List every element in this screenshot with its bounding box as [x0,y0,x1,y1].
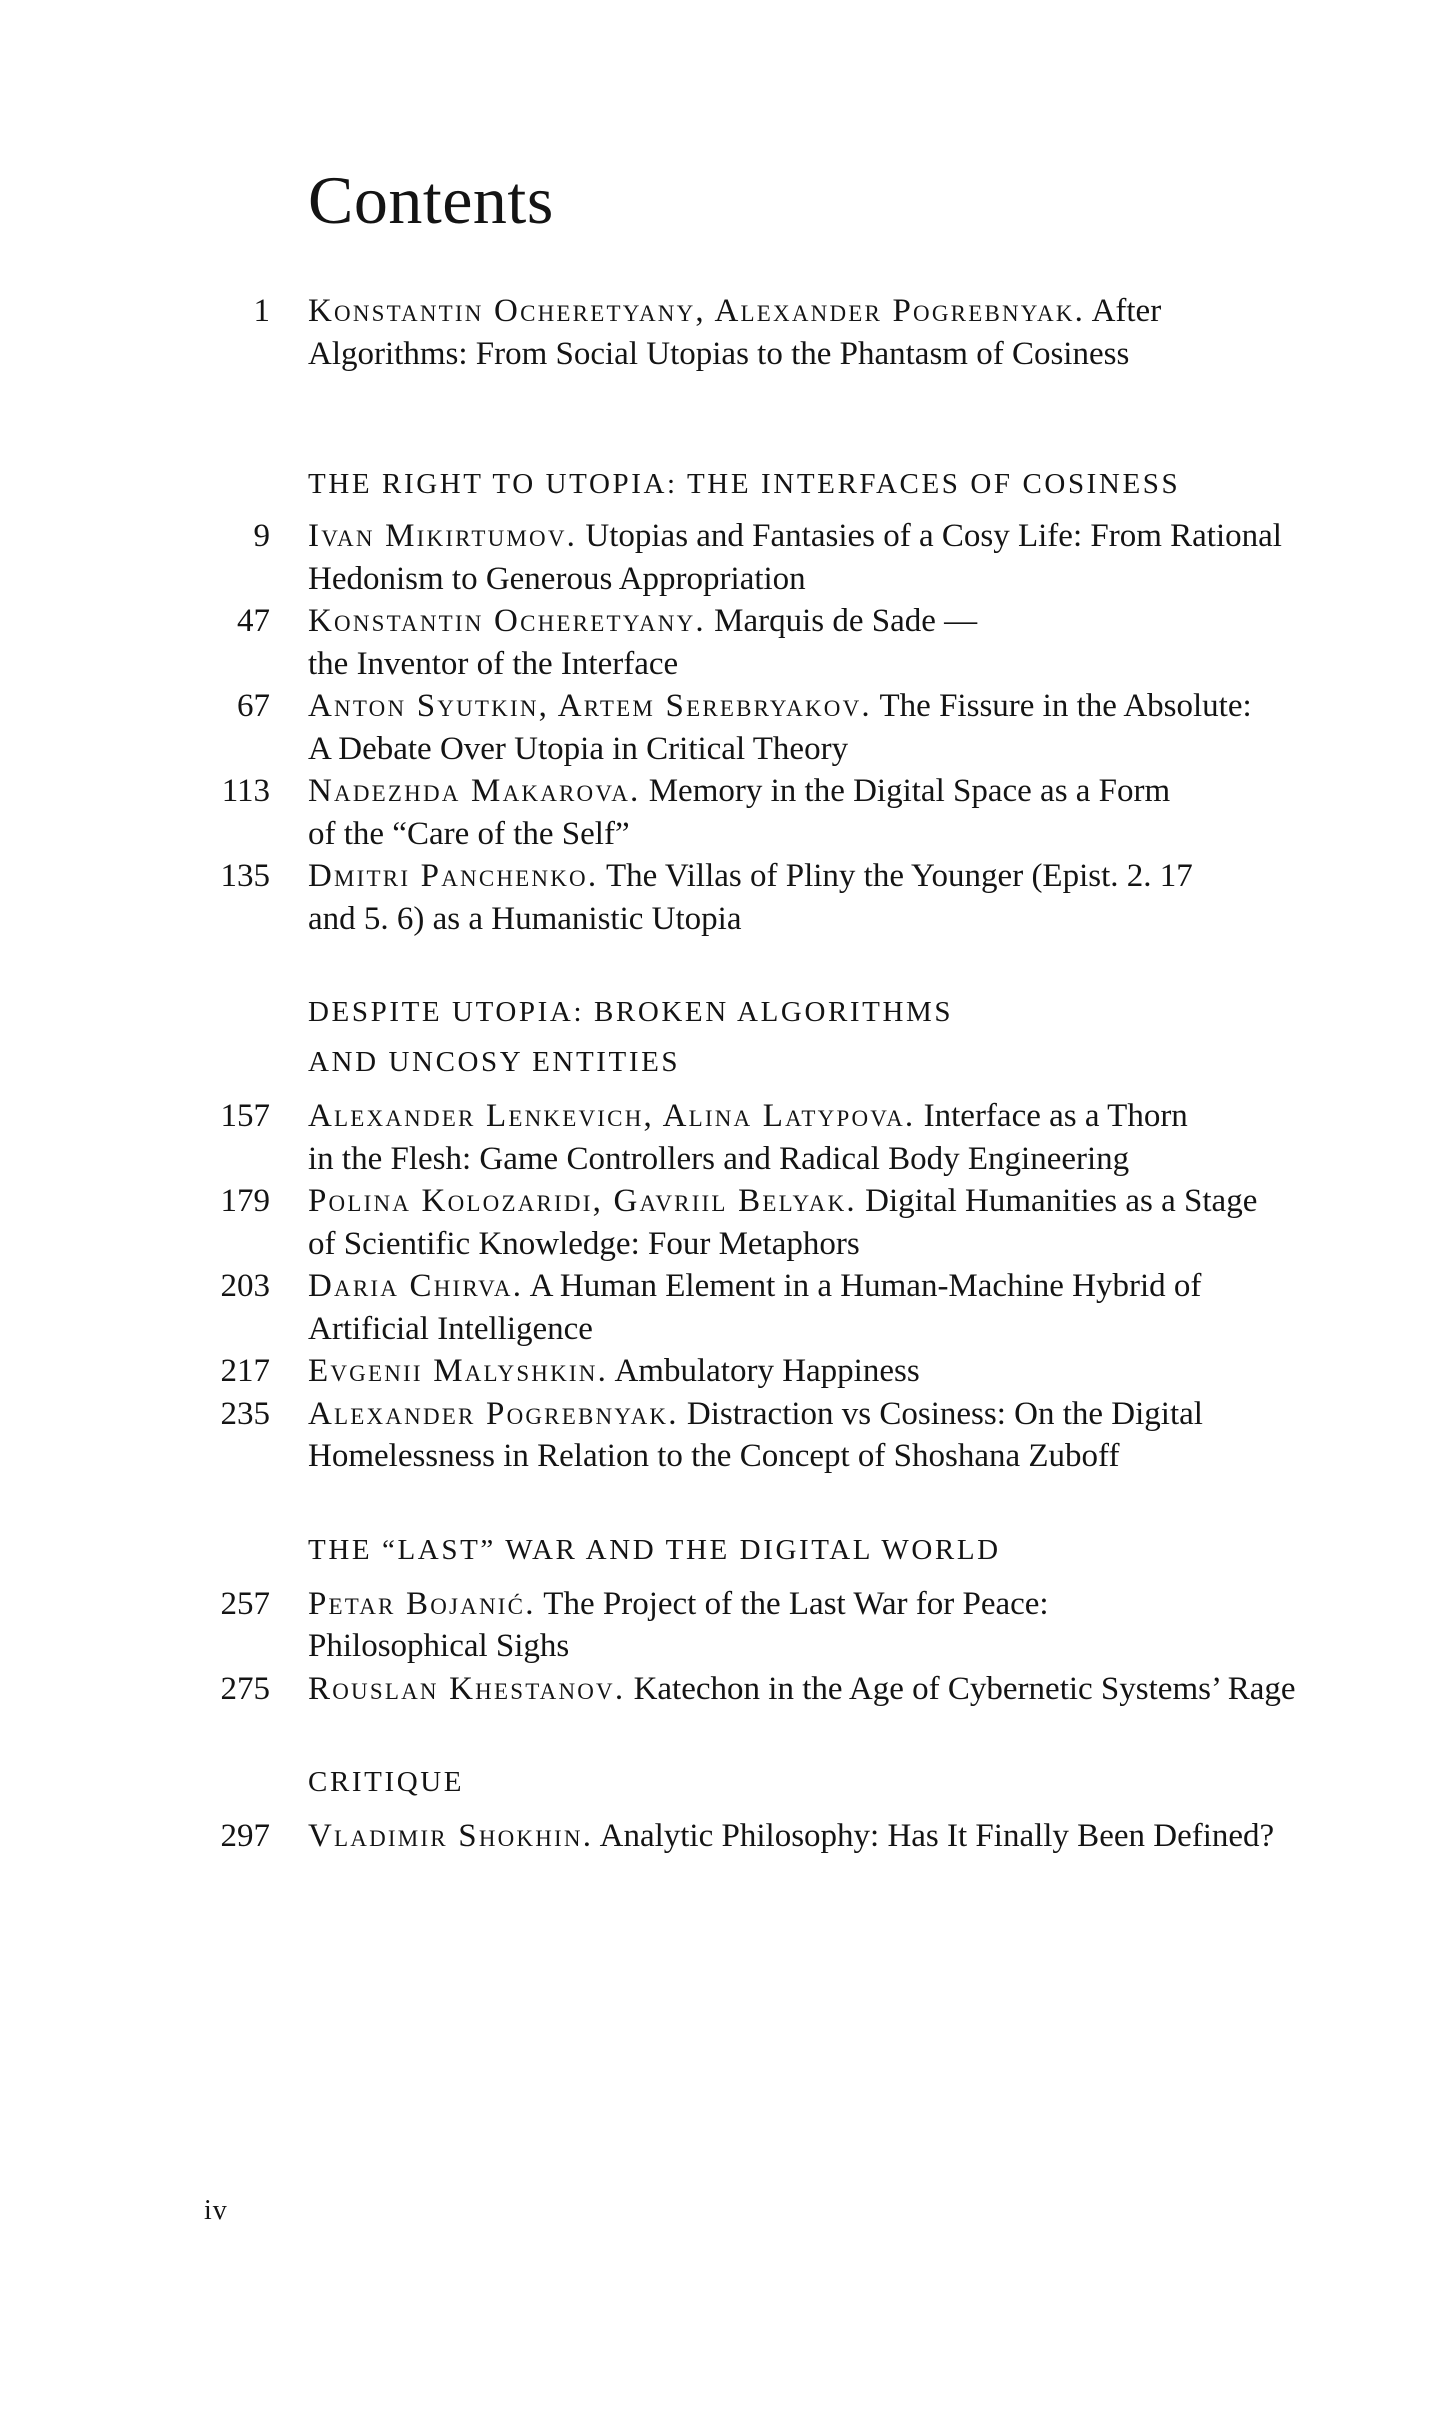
entry-page-number: 1 [253,293,270,329]
entry-page-number: 203 [220,1268,270,1304]
entry-title-line-1: After [1085,293,1162,329]
toc-entry [0,1583,1445,1668]
section-heading-line-2: AND UNCOSY ENTITIES [308,1046,681,1078]
toc-entry [0,600,1445,685]
entry-title-line-2: in the Flesh: Game Controllers and Radical Body Engineering [308,1140,1130,1177]
entry-page-number: 47 [237,603,270,639]
entry-authors: Polina Kolozaridi, Gavriil Belyak. [308,1183,857,1219]
toc-entry [0,1393,1445,1478]
entry-authors: Konstantin Ocheretyany, Alexander Pogrebnyak. [308,293,1086,329]
toc-entry [0,685,1445,770]
toc-entry [0,1350,1445,1393]
entry-title-line-1: Interface as a Thorn [915,1098,1188,1134]
entry-page-number: 113 [221,773,270,809]
entry-page-number: 135 [220,858,270,894]
entry-authors: Ivan Mikirtumov. [308,518,578,554]
entry-authors: Vladimir Shokhin. [308,1818,594,1854]
section-heading [0,459,1445,509]
entry-authors: Alexander Lenkevich, Alina Latypova. [308,1098,916,1134]
entry-title-line-1: Ambulatory Happiness [608,1353,920,1389]
page-folio: iv [204,2195,228,2226]
entry-page-number: 257 [220,1585,270,1622]
toc-entry [0,1180,1445,1265]
entry-title-line-1: Distraction vs Cosiness: On the Digital [678,1395,1203,1432]
toc-entry [0,1095,1445,1180]
entry-title-line-1: Memory in the Digital Space as a Form [640,773,1171,809]
entry-authors: Dmitri Panchenko. [308,858,599,894]
entry-page-number: 9 [253,518,270,554]
entry-title-line-2: Hedonism to Generous Appropriation [308,560,806,597]
entry-title-line-2: Homelessness in Relation to the Concept of Shoshana Zuboff [308,1438,1120,1474]
entry-authors: Daria Chirva. [308,1268,524,1304]
entry-page-number: 179 [220,1183,270,1219]
entry-title-line-2: Algorithms: From Social Utopias to the Phantasm of Cosiness [308,335,1130,372]
toc-entry [0,1668,1445,1711]
entry-authors: Evgenii Malyshkin. [308,1353,609,1389]
entry-title-line-2: of the “Care of the Self” [308,815,630,852]
toc-entry [0,515,1445,600]
entry-title-line-2: Artificial Intelligence [308,1310,593,1347]
entry-title-line-1: The Fissure in the Absolute: [871,688,1252,724]
section-heading [0,1757,1445,1807]
entry-page-number: 157 [220,1098,270,1134]
entry-title-line-1: The Villas of Pliny the Younger (Epist. 2. 17 [598,858,1193,894]
entry-page-number: 235 [220,1395,270,1432]
section-heading [0,1525,1445,1575]
toc-entry [0,855,1445,940]
entry-title-line-1: Marquis de Sade — [705,603,978,639]
entry-page-number: 217 [220,1353,270,1389]
toc-entry [0,1815,1445,1858]
entry-title-line-1: Digital Humanities as a Stage [856,1183,1258,1219]
entry-title-line-2: of Scientific Knowledge: Four Metaphors [308,1225,860,1262]
entry-page-number: 67 [237,688,270,724]
entry-title-line-1: The Project of the Last War for Peace: [535,1585,1049,1622]
entry-title-line-1: Utopias and Fantasies of a Cosy Life: From Rational [577,518,1282,554]
section-heading-line-1: CRITIQUE [308,1766,465,1798]
entry-page-number: 275 [220,1670,270,1707]
entry-authors: Rouslan Khestanov. [308,1670,626,1707]
toc-entry [0,1265,1445,1350]
entry-authors: Alexander Pogrebnyak. [308,1395,679,1432]
entry-title-line-2: Philosophical Sighs [308,1628,570,1664]
page-title: Contents [308,162,554,238]
entry-authors: Petar Bojanić. [308,1585,536,1622]
entry-title-line-2: the Inventor of the Interface [308,645,679,682]
entry-title-line-1: A Human Element in a Human-Machine Hybrid of [523,1268,1202,1304]
entry-authors: Konstantin Ocheretyany. [308,603,706,639]
toc-entry [0,770,1445,855]
entry-title-line-1: Katechon in the Age of Cybernetic Systems’ Rage [625,1670,1296,1707]
entry-title-line-2: A Debate Over Utopia in Critical Theory [308,730,849,767]
section-heading [0,987,1445,1087]
toc-entry [0,290,1445,375]
entry-authors: Anton Syutkin, Artem Serebryakov. [308,688,872,724]
entry-title-line-2: and 5. 6) as a Humanistic Utopia [308,900,742,937]
entry-page-number: 297 [220,1818,270,1854]
section-heading-line-1: THE “LAST” WAR AND THE DIGITAL WORLD [308,1533,1001,1566]
section-heading-line-1: THE RIGHT TO UTOPIA: THE INTERFACES OF COSINESS [308,468,1181,500]
entry-title-line-1: Analytic Philosophy: Has It Finally Been Defined? [593,1818,1275,1854]
entry-authors: Nadezhda Makarova. [308,773,641,809]
table-of-contents [0,290,1445,1858]
section-heading-line-1: DESPITE UTOPIA: BROKEN ALGORITHMS [308,996,954,1028]
